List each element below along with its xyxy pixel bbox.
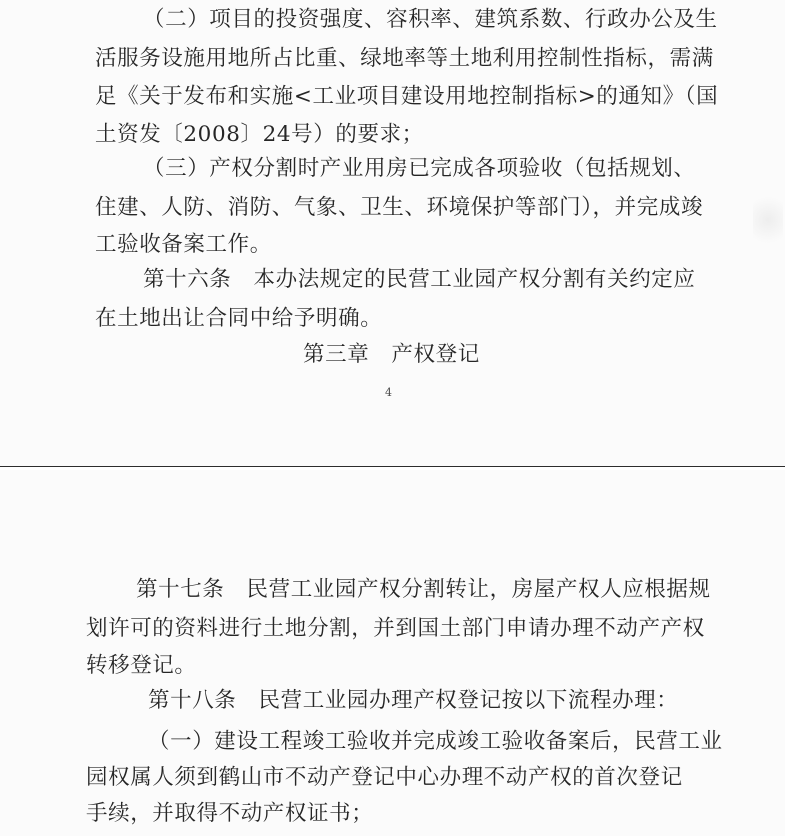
paragraph-line: 足《关于发布和实施<工业项目建设用地控制指标>的通知》（国	[95, 84, 719, 109]
paragraph-line: 在土地出让合同中给予明确。	[95, 306, 383, 331]
chapter-heading: 第三章 产权登记	[303, 342, 480, 367]
paragraph-line: 划许可的资料进行土地分割，并到国土部门申请办理不动产产权	[86, 616, 705, 641]
paragraph-line: （二）项目的投资强度、容积率、建筑系数、行政办公及生	[143, 7, 718, 32]
paragraph-line: 第十六条 本办法规定的民营工业园产权分割有关约定应	[143, 267, 696, 292]
page-edge-top	[0, 466, 785, 467]
paragraph-line: 工验收备案工作。	[95, 232, 272, 257]
page-number: 4	[385, 386, 392, 399]
paragraph-line: （一）建设工程竣工验收并完成竣工验收备案后，民营工业	[148, 729, 723, 754]
scan-artifact	[753, 190, 783, 250]
paragraph-line: 转移登记。	[86, 653, 197, 678]
paragraph-line: 第十八条 民营工业园办理产权登记按以下流程办理：	[148, 688, 679, 713]
document-page-bottom	[0, 470, 785, 836]
paragraph-line: 手续，并取得不动产权证书；	[86, 801, 374, 826]
paragraph-line: 活服务设施用地所占比重、绿地率等土地利用控制性指标，需满	[95, 46, 714, 71]
paragraph-line: 第十七条 民营工业园产权分割转让，房屋产权人应根据规	[136, 577, 711, 602]
paragraph-line: 土资发〔2008〕24号）的要求；	[95, 122, 424, 147]
paragraph-line: （三）产权分割时产业用房已完成各项验收（包括规划、	[143, 156, 696, 181]
paragraph-line: 园权属人须到鹤山市不动产登记中心办理不动产权的首次登记	[86, 765, 683, 790]
paragraph-line: 住建、人防、消防、气象、卫生、环境保护等部门），并完成竣	[95, 195, 704, 220]
